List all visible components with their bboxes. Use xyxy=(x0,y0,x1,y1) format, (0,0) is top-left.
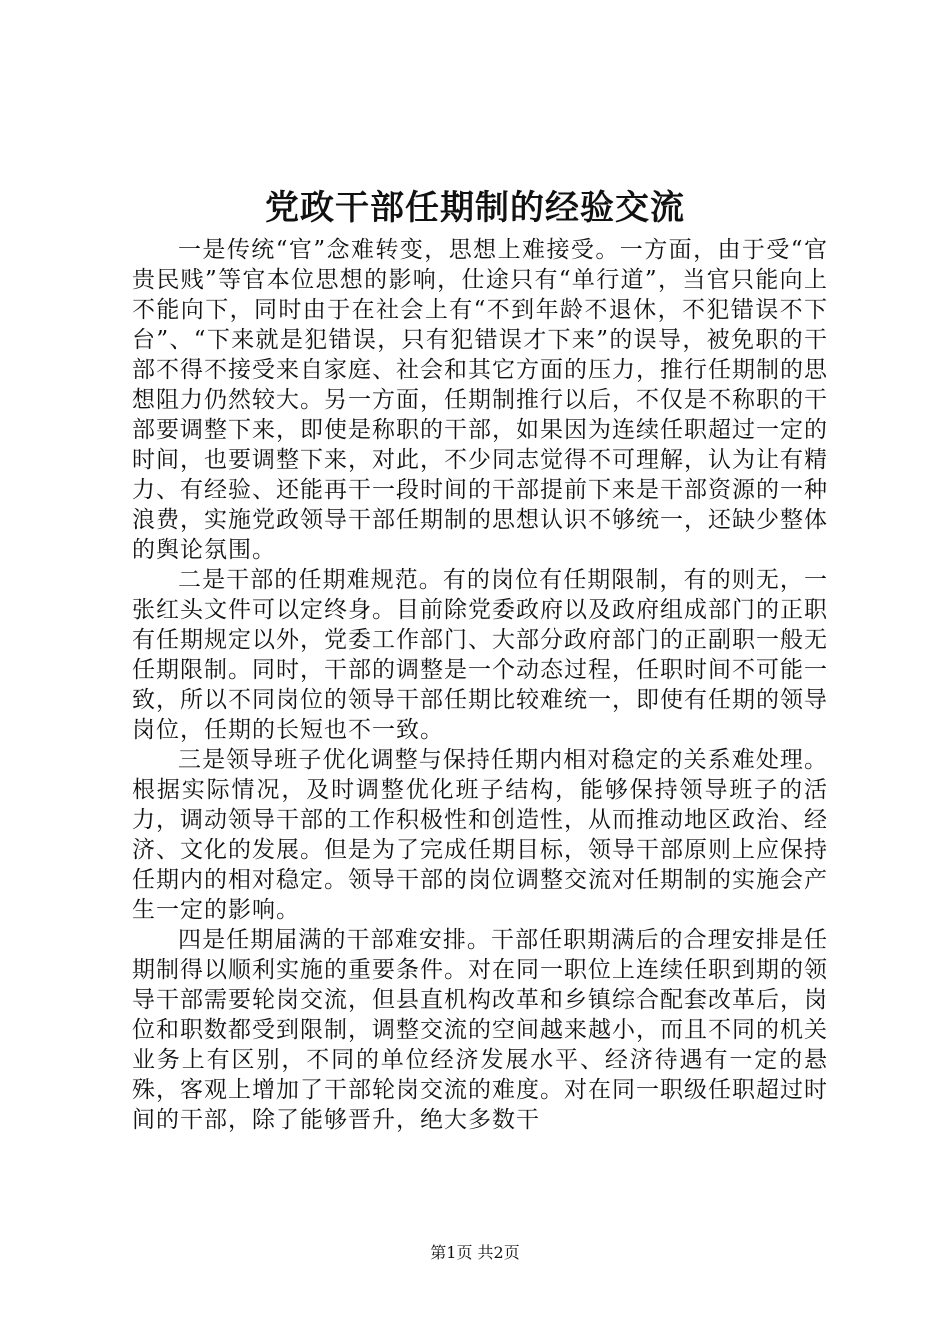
paragraph-4: 四是任期届满的干部难安排。干部任职期满后的合理安排是任期制得以顺利实施的重要条件。对在同一职位上连续任职到期的领导干部需要轮岗交流，但县直机构改革和乡镇综合配套改革后，岗位和职数都受到限制，调整交流的空间越来越小，而且不同的机关业务上有区别，不同的单位经济发展水平、经济待遇有一定的悬殊，客观上增加了干部轮岗交流的难度。对在同一职级任职超过时间的干部，除了能够晋升，绝大多数干 xyxy=(132,927,828,1133)
page-footer: 第1页 共2页 xyxy=(430,1243,520,1262)
paragraph-3: 三是领导班子优化调整与保持任期内相对稳定的关系难处理。根据实际情况，及时调整优化班子结构，能够保持领导班子的活力，调动领导干部的工作积极性和创造性，从而推动地区政治、经济、文化的发展。但是为了完成任期目标，领导干部原则上应保持任期内的相对稳定。领导干部的岗位调整交流对任期制的实施会产生一定的影响。 xyxy=(132,747,828,923)
paragraph-2: 二是干部的任期难规范。有的岗位有任期限制，有的则无，一张红头文件可以定终身。目前除党委政府以及政府组成部门的正职有任期规定以外，党委工作部门、大部分政府部门的正副职一般无任期限制。同时，干部的调整是一个动态过程，任职时间不可能一致，所以不同岗位的领导干部任期比较难统一，即使有任期的领导岗位，任期的长短也不一致。 xyxy=(132,567,828,743)
document-body xyxy=(132,235,828,1135)
document-title: 党政干部任期制的经验交流 xyxy=(265,188,685,228)
paragraph-1: 一是传统“官”念难转变，思想上难接受。一方面，由于受“官贵民贱”等官本位思想的影响，仕途只有“单行道”，当官只能向上不能向下，同时由于在社会上有“不到年龄不退休，不犯错误不下台”、“下来就是犯错误，只有犯错误才下来”的误导，被免职的干部不得不接受来自家庭、社会和其它方面的压力，推行任期制的思想阻力仍然较大。另一方面，任期制推行以后，不仅是不称职的干部要调整下来，即使是称职的干部，如果因为连续任职超过一定的时间，也要调整下来，对此，不少同志觉得不可理解，认为让有精力、有经验、还能再干一段时间的干部提前下来是干部资源的一种浪费，实施党政领导干部任期制的思想认识不够统一，还缺少整体的舆论氛围。 xyxy=(132,237,828,563)
